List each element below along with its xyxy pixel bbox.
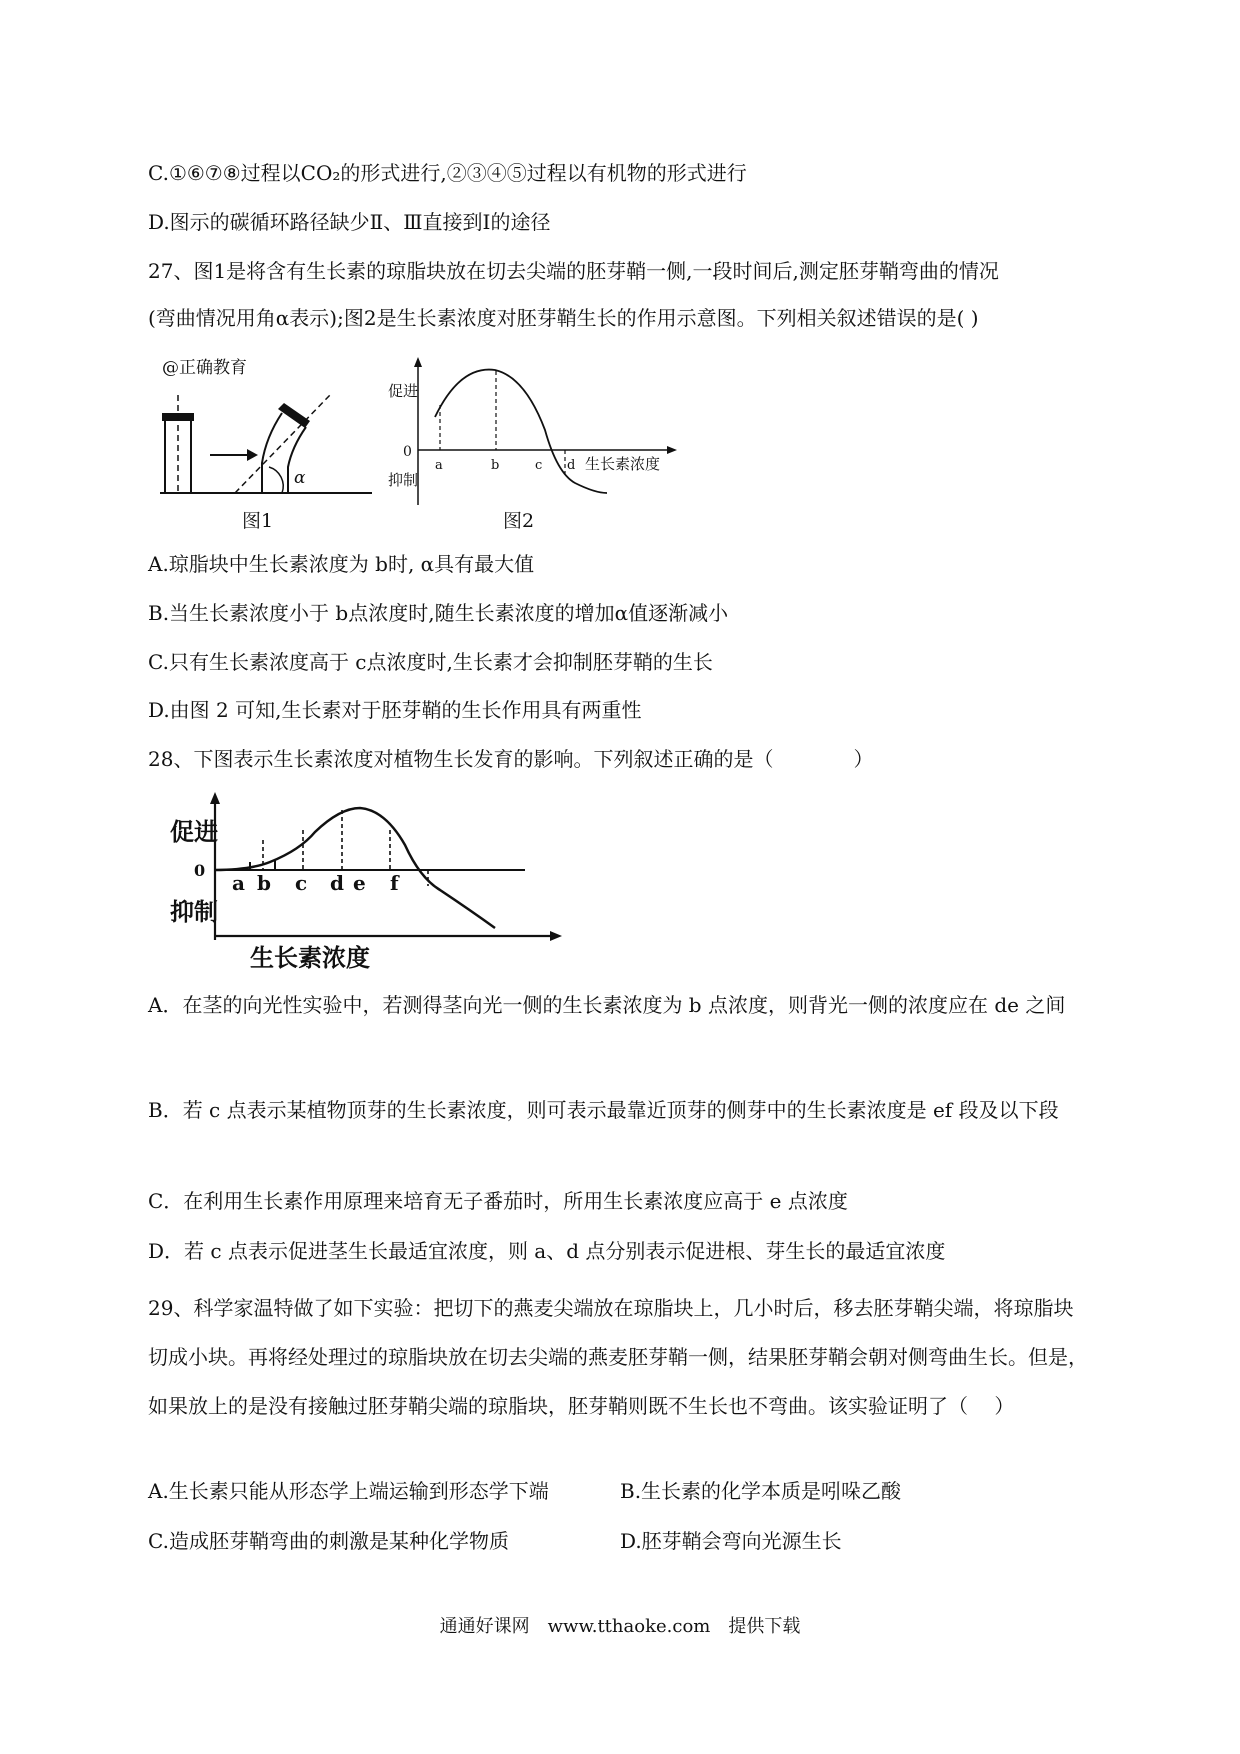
agar-block-bent [278, 403, 310, 428]
y-axis-inhibit: 抑制 [170, 897, 218, 926]
q29-option-b: B.生长素的化学本质是吲哚乙酸 [620, 1479, 902, 1503]
point-e: e [353, 871, 366, 895]
y-axis-promote: 促进 [388, 382, 419, 400]
q27-option-b: B.当生长素浓度小于 b点浓度时,随生长素浓度的增加α值逐渐减小 [148, 601, 729, 625]
point-a: a [435, 458, 443, 473]
y-axis-zero: 0 [403, 444, 412, 460]
figure-1-caption: 图1 [242, 510, 274, 532]
response-curve [435, 370, 607, 493]
q27-figure-2 [385, 355, 725, 535]
page-footer: 通通好课网 www.tthaoke.com 提供下载 [439, 1616, 801, 1637]
point-d: d [567, 458, 576, 473]
q28-option-d: D．若 c 点表示促进茎生长最适宜浓度，则 a、d 点分别表示促进根、芽生长的最适宜浓度 [148, 1239, 946, 1263]
angle-label: α [294, 468, 306, 488]
q28-stem: 28、下图表示生长素浓度对植物生长发育的影响。下列叙述正确的是（ ） [148, 747, 874, 771]
q27-figure-1 [150, 355, 385, 535]
q28-option-c: C．在利用生长素作用原理来培育无子番茄时，所用生长素浓度应高于 e 点浓度 [148, 1189, 848, 1213]
q27-option-d: D.由图 2 可知,生长素对于胚芽鞘的生长作用具有两重性 [148, 698, 642, 722]
point-c: c [535, 458, 543, 473]
q29-option-a: A.生长素只能从形态学上端运输到形态学下端 [148, 1479, 549, 1503]
q28-option-b: B．若 c 点表示某植物顶芽的生长素浓度，则可表示最靠近顶芽的侧芽中的生长素浓度是 ef 段及以下段 [148, 1098, 1059, 1122]
q27-option-c: C.只有生长素浓度高于 c点浓度时,生长素才会抑制胚芽鞘的生长 [148, 650, 713, 674]
point-c: c [295, 871, 308, 895]
y-axis-inhibit: 抑制 [388, 471, 419, 489]
q28-figure [150, 790, 590, 970]
point-f: f [390, 871, 399, 895]
y-axis-promote: 促进 [170, 817, 218, 846]
point-b: b [257, 871, 271, 895]
point-b: b [491, 458, 500, 473]
response-curve [215, 808, 495, 928]
q27-stem-line2: (弯曲情况用角α表示);图2是生长素浓度对胚芽鞘生长的作用示意图。下列相关叙述错误的是( ) [148, 306, 979, 330]
q29-option-c: C.造成胚芽鞘弯曲的刺激是某种化学物质 [148, 1529, 509, 1553]
watermark: @正确教育 [162, 358, 247, 378]
x-axis-label: 生长素浓度 [250, 943, 370, 970]
point-a: a [232, 871, 245, 895]
figure-2-caption: 图2 [503, 510, 535, 532]
q26-option-c: C.①⑥⑦⑧过程以CO₂的形式进行,②③④⑤过程以有机物的形式进行 [148, 161, 747, 185]
q29-option-d: D.胚芽鞘会弯向光源生长 [620, 1529, 842, 1553]
q28-option-a: A．在茎的向光性实验中，若测得茎向光一侧的生长素浓度为 b 点浓度，则背光一侧的浓度应在 de 之间 [148, 993, 1066, 1017]
q26-option-d: D.图示的碳循环路径缺少Ⅱ、Ⅲ直接到Ⅰ的途径 [148, 210, 551, 234]
q29-stem: 29、科学家温特做了如下实验：把切下的燕麦尖端放在琼脂块上，几小时后，移去胚芽鞘尖端，将琼脂块切成小块。再将经处理过的琼脂块放在切去尖端的燕麦胚芽鞘一侧，结果胚芽鞘会朝对侧弯曲生长。但是，如果放上的是没有接触过胚芽鞘尖端的琼脂块，胚芽鞘则既不生长也不弯曲。该实验证明了（ ） [148, 1296, 1088, 1418]
q27-stem-line1: 27、图1是将含有生长素的琼脂块放在切去尖端的胚芽鞘一侧,一段时间后,测定胚芽鞘弯曲的情况 [148, 259, 999, 283]
point-d: d [330, 871, 344, 895]
y-axis-zero: 0 [194, 861, 206, 880]
x-axis-label: 生长素浓度 [585, 455, 661, 473]
q27-option-a: A.琼脂块中生长素浓度为 b时, α具有最大值 [148, 552, 535, 576]
